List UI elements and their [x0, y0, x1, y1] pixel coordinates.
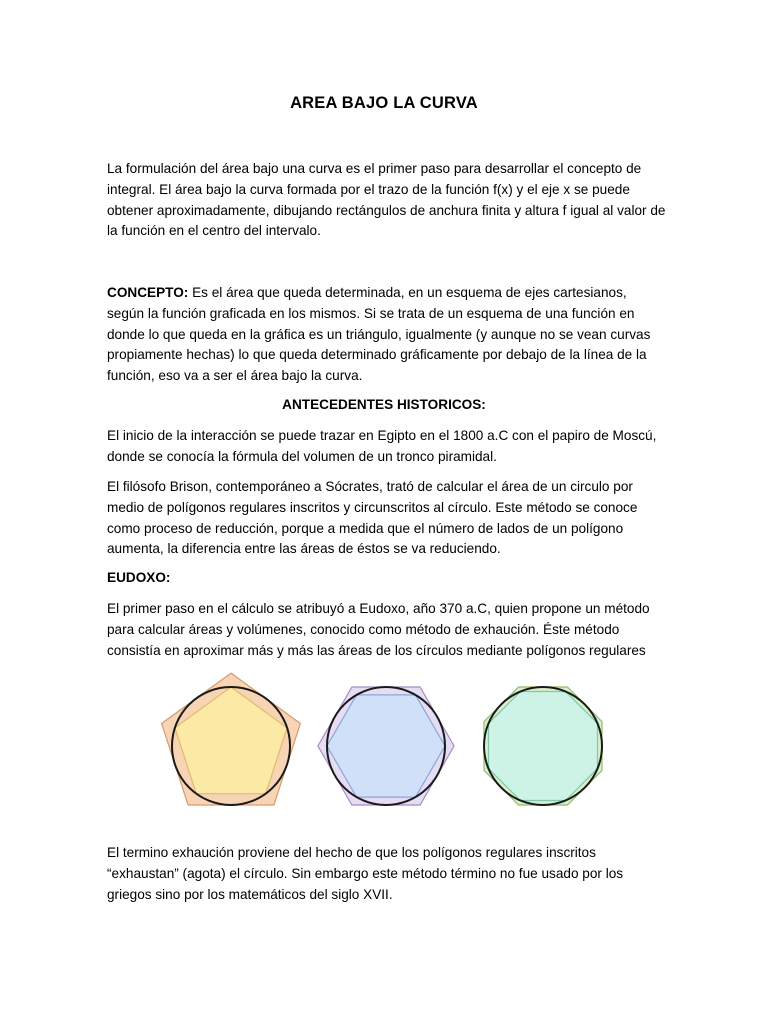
concepto-label: CONCEPTO:	[107, 285, 189, 300]
concepto-text: Es el área que queda determinada, en un esquema de ejes cartesianos, según la función graficada en los mismos. Si se trata de un esquema de una función en donde lo que queda en la gráfica es un triángulo, igualmente (y aunque no se vean curvas propiamente hechas) lo que queda determinado gráficamente por debajo de la línea de la función, eso va a ser el área bajo la curva.	[107, 285, 651, 384]
page-title: AREA BAJO LA CURVA	[290, 94, 478, 112]
polygon-circle-figure	[150, 672, 620, 820]
eudoxo-heading: EUDOXO:	[107, 570, 171, 585]
eudoxo-paragraph: El primer paso en el cálculo se atribuyó a Eudoxo, año 370 a.C, quien propone un método para calcular áreas y volúmenes, conocido como método de exhaución. Éste método consistía en aproximar más y más las áreas de los círculos mediante polígonos regulares	[107, 601, 650, 658]
intro-paragraph: La formulación del área bajo una curva es el primer paso para desarrollar el concepto de integral. El área bajo la curva formada por el trazo de la función f(x) y el eje x se puede obtener aproximadamente, dibujando rectángulos de anchura finita y altura f igual al valor de la función en el centro del intervalo.	[107, 161, 666, 239]
exhaucion-paragraph: El termino exhaución proviene del hecho de que los polígonos regulares inscritos “exhaustan” (agota) el círculo. Sin embargo este método término no fue usado por los griegos sino por los matemáticos del siglo XVII.	[107, 845, 624, 902]
brison-paragraph: El filósofo Brison, contemporáneo a Sócrates, trató de calcular el área de un circulo por medio de polígonos regulares inscritos y circunscritos al círculo. Este método se conoce como proceso de reducción, porque a medida que el número de lados de un polígono aumenta, la diferencia entre las áreas de éstos se va reduciendo.	[107, 479, 638, 557]
inscribed-octagon	[489, 692, 598, 801]
antecedentes-heading: ANTECEDENTES HISTORICOS:	[282, 397, 486, 412]
egipto-paragraph: El inicio de la interacción se puede trazar en Egipto en el 1800 a.C con el papiro de Moscú, donde se conocía la fórmula del volumen de un tronco piramidal.	[107, 428, 657, 464]
concepto-paragraph	[107, 283, 667, 387]
